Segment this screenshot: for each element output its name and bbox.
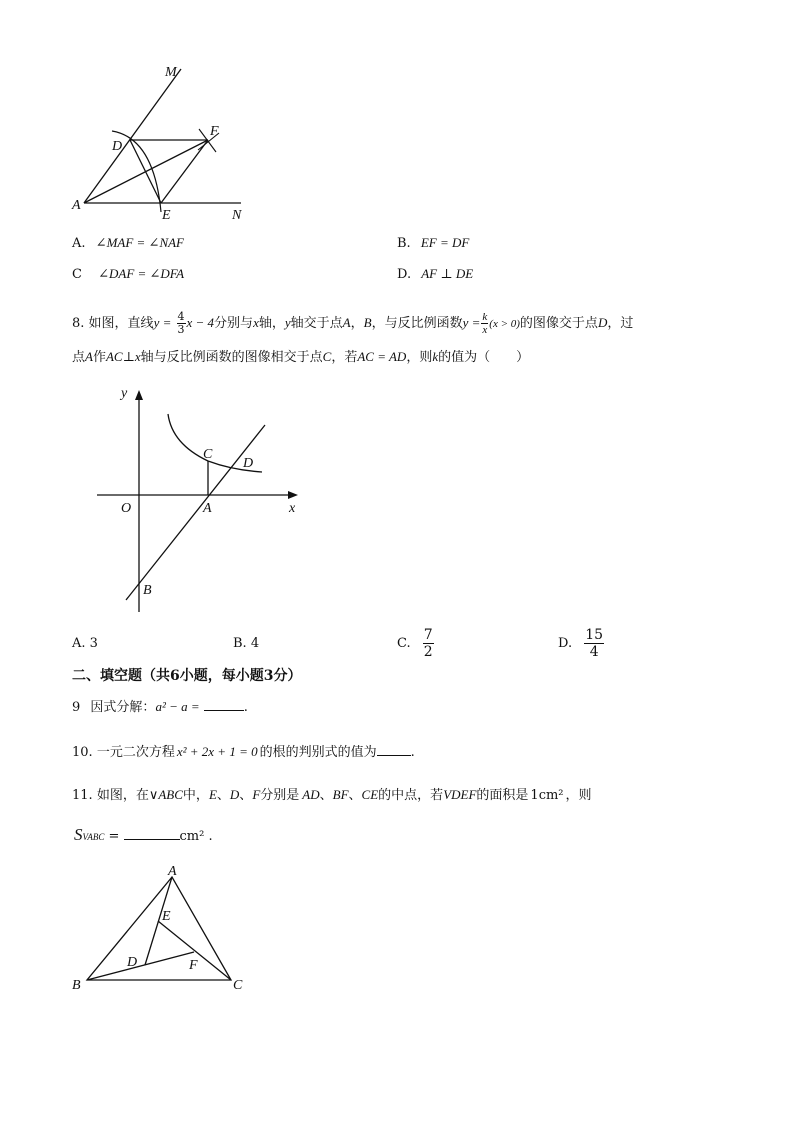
- label-a: A: [203, 501, 212, 516]
- q7-option-b: B. EF = DF: [397, 235, 470, 251]
- label-c: C: [203, 447, 213, 462]
- q10-answer-blank[interactable]: [377, 742, 411, 756]
- q7-option-c: C ∠DAF = ∠DFA: [72, 266, 185, 282]
- q8-k-fraction: $\frac{k}{x}$: [482, 311, 488, 336]
- q9-line: 9 因式分解：a² − a = .: [72, 699, 248, 715]
- label-c: C: [233, 978, 243, 993]
- q7-option-d: D. AF ⊥ DE: [397, 266, 474, 282]
- label-n: N: [232, 208, 242, 223]
- label-o: O: [121, 501, 132, 516]
- label-e: E: [162, 909, 171, 924]
- q10-line: 10. 一元二次方程 x² + 2x + 1 = 0 的根的判别式的值为 .: [72, 744, 415, 760]
- y-axis-arrow: [135, 390, 143, 400]
- label-x: x: [289, 501, 296, 516]
- q8-option-b: B. 4: [233, 636, 260, 651]
- label-f: F: [189, 958, 198, 973]
- label-a: A: [72, 198, 81, 213]
- label-d: D: [112, 139, 123, 154]
- segment-ef: [161, 140, 208, 203]
- segment-de: [130, 140, 161, 203]
- label-b: B: [72, 978, 81, 993]
- q8-option-d: D. $\frac{15}{4}$: [558, 627, 604, 660]
- q8-option-c: C. $\frac{7}{2}$: [397, 627, 433, 660]
- q7-figure: [60, 60, 260, 230]
- x-axis-arrow: [288, 491, 298, 499]
- label-a: A: [168, 864, 177, 879]
- q11-line-2: SVABC = cm² .: [74, 825, 213, 844]
- q8-option-a: A. 3: [72, 636, 98, 651]
- q8-slope-fraction: $\frac{4}{3}$: [177, 310, 185, 336]
- label-y: y: [121, 386, 128, 401]
- label-d: D: [127, 955, 138, 970]
- line-ab: [126, 425, 265, 600]
- label-m: M: [165, 65, 177, 80]
- label-e: E: [162, 208, 171, 223]
- triangle-abc: [87, 877, 231, 980]
- q7-option-a: A. ∠MAF = ∠NAF: [72, 235, 184, 251]
- segment-bf: [87, 952, 194, 980]
- q11-figure: [65, 858, 255, 998]
- q9-answer-blank[interactable]: [204, 697, 244, 711]
- q11-line-1: 11. 如图，在∨ABC中，E、D、F分别是 AD、BF、CE的中点，若VDEF的面积是 1cm² ，则: [72, 787, 592, 803]
- q8-line-1: 8. 如图，直线y = $\frac{4}{3}$ x − 4分别与x轴，y轴交于点A，B，与反比例函数y = $\frac{k}{x}$ (x > 0)的图像交于点D，过: [72, 310, 634, 336]
- label-d: D: [243, 456, 254, 471]
- q8-line-2: 点A作AC⊥x轴与反比例函数的图像相交于点C，若AC = AD，则k的值为（ ）: [72, 349, 530, 365]
- label-b: B: [143, 583, 152, 598]
- q11-answer-blank[interactable]: [124, 826, 180, 840]
- label-f: F: [210, 124, 219, 139]
- q8-figure: [90, 375, 310, 615]
- ray-am: [84, 69, 181, 203]
- section-title: 二、填空题（共6小题，每小题3分）: [72, 668, 302, 684]
